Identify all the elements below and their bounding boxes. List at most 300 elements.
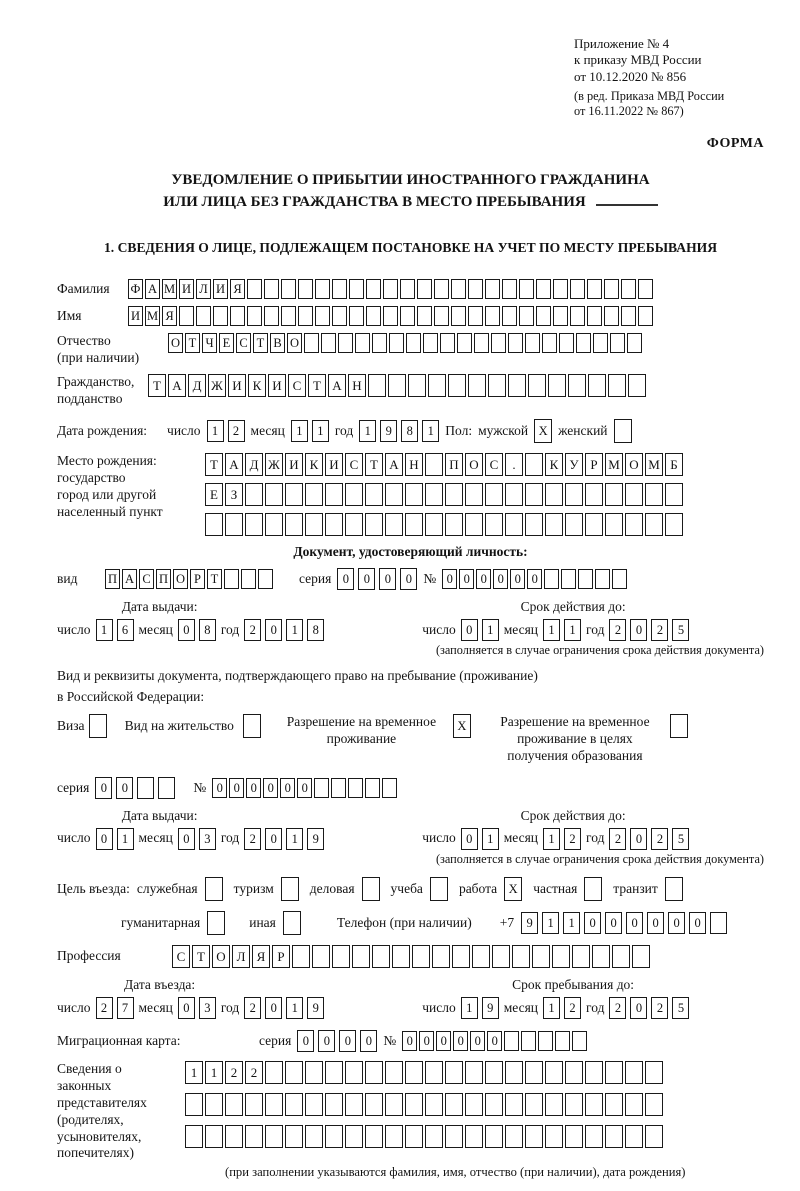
char-box[interactable] bbox=[331, 778, 346, 798]
char-box[interactable]: А bbox=[328, 374, 346, 397]
char-box[interactable]: А bbox=[385, 453, 403, 476]
char-box[interactable]: З bbox=[225, 483, 243, 506]
char-box[interactable]: 0 bbox=[229, 778, 244, 798]
char-box[interactable]: 0 bbox=[360, 1030, 377, 1052]
char-box[interactable] bbox=[355, 333, 370, 353]
char-box[interactable] bbox=[625, 483, 643, 506]
char-box[interactable]: 7 bbox=[117, 997, 134, 1019]
char-box[interactable] bbox=[525, 1093, 543, 1116]
char-box[interactable]: 3 bbox=[199, 828, 216, 850]
char-box[interactable]: Л bbox=[196, 279, 211, 299]
char-box[interactable]: 0 bbox=[510, 569, 525, 589]
char-box[interactable] bbox=[365, 778, 380, 798]
char-box[interactable]: Я bbox=[252, 945, 270, 968]
char-box[interactable] bbox=[405, 483, 423, 506]
char-box[interactable] bbox=[645, 483, 663, 506]
char-box[interactable] bbox=[570, 279, 585, 299]
char-box[interactable] bbox=[425, 513, 443, 536]
char-box[interactable] bbox=[645, 1061, 663, 1084]
char-box[interactable] bbox=[332, 279, 347, 299]
char-box[interactable]: 0 bbox=[246, 778, 261, 798]
char-box[interactable] bbox=[325, 513, 343, 536]
char-box[interactable] bbox=[185, 1093, 203, 1116]
char-box[interactable]: О bbox=[287, 333, 302, 353]
char-box[interactable] bbox=[595, 569, 610, 589]
char-box[interactable] bbox=[285, 513, 303, 536]
char-box[interactable] bbox=[405, 1125, 423, 1148]
char-box[interactable] bbox=[612, 945, 630, 968]
char-box[interactable]: 0 bbox=[470, 1031, 485, 1051]
char-box[interactable] bbox=[559, 333, 574, 353]
char-box[interactable] bbox=[485, 1125, 503, 1148]
char-box[interactable] bbox=[372, 333, 387, 353]
char-box[interactable]: 0 bbox=[95, 777, 112, 799]
char-box[interactable] bbox=[485, 279, 500, 299]
char-box[interactable] bbox=[298, 306, 313, 326]
char-box[interactable]: 0 bbox=[178, 619, 195, 641]
char-box[interactable]: X bbox=[453, 714, 471, 738]
char-box[interactable] bbox=[245, 483, 263, 506]
char-box[interactable]: 2 bbox=[228, 420, 245, 442]
char-box[interactable]: Д bbox=[245, 453, 263, 476]
char-box[interactable] bbox=[425, 483, 443, 506]
char-box[interactable]: И bbox=[325, 453, 343, 476]
char-box[interactable]: Б bbox=[665, 453, 683, 476]
char-box[interactable]: Р bbox=[272, 945, 290, 968]
char-box[interactable]: О bbox=[625, 453, 643, 476]
char-box[interactable] bbox=[645, 513, 663, 536]
char-box[interactable] bbox=[349, 306, 364, 326]
char-box[interactable] bbox=[89, 714, 107, 738]
char-box[interactable]: П bbox=[105, 569, 120, 589]
char-box[interactable] bbox=[638, 306, 653, 326]
char-box[interactable] bbox=[385, 1125, 403, 1148]
char-box[interactable] bbox=[555, 1031, 570, 1051]
char-box[interactable] bbox=[587, 279, 602, 299]
char-box[interactable] bbox=[587, 306, 602, 326]
char-box[interactable]: 0 bbox=[605, 912, 622, 934]
char-box[interactable] bbox=[406, 333, 421, 353]
char-box[interactable]: А bbox=[168, 374, 186, 397]
char-box[interactable] bbox=[385, 513, 403, 536]
char-box[interactable]: 0 bbox=[318, 1030, 335, 1052]
char-box[interactable] bbox=[383, 279, 398, 299]
char-box[interactable] bbox=[325, 1093, 343, 1116]
char-box[interactable] bbox=[283, 911, 301, 935]
char-box[interactable] bbox=[505, 483, 523, 506]
char-box[interactable]: 1 bbox=[482, 619, 499, 641]
char-box[interactable] bbox=[536, 306, 551, 326]
char-box[interactable] bbox=[621, 279, 636, 299]
char-box[interactable]: 1 bbox=[359, 420, 376, 442]
char-box[interactable] bbox=[485, 483, 503, 506]
char-box[interactable] bbox=[525, 453, 543, 476]
char-box[interactable] bbox=[368, 374, 386, 397]
char-box[interactable] bbox=[525, 333, 540, 353]
char-box[interactable] bbox=[345, 513, 363, 536]
char-box[interactable] bbox=[325, 1061, 343, 1084]
char-box[interactable]: 0 bbox=[487, 1031, 502, 1051]
char-box[interactable] bbox=[592, 945, 610, 968]
char-box[interactable]: 0 bbox=[647, 912, 664, 934]
char-box[interactable]: С bbox=[345, 453, 363, 476]
char-box[interactable] bbox=[553, 279, 568, 299]
char-box[interactable] bbox=[400, 279, 415, 299]
char-box[interactable] bbox=[585, 513, 603, 536]
char-box[interactable] bbox=[445, 1093, 463, 1116]
char-box[interactable] bbox=[452, 945, 470, 968]
char-box[interactable] bbox=[593, 333, 608, 353]
char-box[interactable] bbox=[224, 569, 239, 589]
char-box[interactable] bbox=[445, 1061, 463, 1084]
char-box[interactable] bbox=[645, 1093, 663, 1116]
char-box[interactable]: 9 bbox=[307, 997, 324, 1019]
char-box[interactable] bbox=[468, 374, 486, 397]
char-box[interactable] bbox=[465, 1125, 483, 1148]
char-box[interactable] bbox=[512, 945, 530, 968]
char-box[interactable] bbox=[445, 1125, 463, 1148]
char-box[interactable] bbox=[405, 513, 423, 536]
char-box[interactable] bbox=[196, 306, 211, 326]
char-box[interactable] bbox=[538, 1031, 553, 1051]
char-box[interactable] bbox=[245, 1093, 263, 1116]
char-box[interactable] bbox=[565, 1093, 583, 1116]
char-box[interactable]: 1 bbox=[461, 997, 478, 1019]
char-box[interactable] bbox=[382, 778, 397, 798]
char-box[interactable] bbox=[565, 1125, 583, 1148]
char-box[interactable] bbox=[305, 1061, 323, 1084]
char-box[interactable] bbox=[665, 513, 683, 536]
char-box[interactable] bbox=[305, 483, 323, 506]
char-box[interactable] bbox=[265, 1093, 283, 1116]
char-box[interactable]: О bbox=[465, 453, 483, 476]
char-box[interactable]: 2 bbox=[609, 619, 626, 641]
char-box[interactable]: X bbox=[504, 877, 522, 901]
char-box[interactable]: 0 bbox=[630, 828, 647, 850]
char-box[interactable] bbox=[625, 1125, 643, 1148]
char-box[interactable] bbox=[605, 1125, 623, 1148]
char-box[interactable] bbox=[264, 279, 279, 299]
char-box[interactable] bbox=[491, 333, 506, 353]
char-box[interactable]: О bbox=[173, 569, 188, 589]
char-box[interactable]: 2 bbox=[244, 619, 261, 641]
char-box[interactable]: С bbox=[139, 569, 154, 589]
char-box[interactable]: 0 bbox=[493, 569, 508, 589]
char-box[interactable]: И bbox=[285, 453, 303, 476]
char-box[interactable] bbox=[432, 945, 450, 968]
char-box[interactable] bbox=[605, 1061, 623, 1084]
char-box[interactable] bbox=[245, 1125, 263, 1148]
char-box[interactable]: 0 bbox=[461, 828, 478, 850]
char-box[interactable]: 1 bbox=[286, 619, 303, 641]
char-box[interactable]: 1 bbox=[542, 912, 559, 934]
char-box[interactable] bbox=[312, 945, 330, 968]
char-box[interactable] bbox=[372, 945, 390, 968]
char-box[interactable] bbox=[405, 1061, 423, 1084]
char-box[interactable]: Т bbox=[207, 569, 222, 589]
char-box[interactable]: М bbox=[605, 453, 623, 476]
char-box[interactable]: 9 bbox=[521, 912, 538, 934]
char-box[interactable] bbox=[281, 279, 296, 299]
blank-line[interactable] bbox=[596, 194, 658, 206]
char-box[interactable]: И bbox=[179, 279, 194, 299]
char-box[interactable] bbox=[585, 483, 603, 506]
char-box[interactable]: 0 bbox=[265, 997, 282, 1019]
char-box[interactable]: Т bbox=[148, 374, 166, 397]
char-box[interactable]: К bbox=[305, 453, 323, 476]
char-box[interactable] bbox=[608, 374, 626, 397]
char-box[interactable] bbox=[325, 1125, 343, 1148]
char-box[interactable]: 0 bbox=[337, 568, 354, 590]
char-box[interactable]: А bbox=[225, 453, 243, 476]
char-box[interactable] bbox=[158, 777, 175, 799]
char-box[interactable] bbox=[423, 333, 438, 353]
char-box[interactable] bbox=[502, 279, 517, 299]
char-box[interactable]: 5 bbox=[672, 619, 689, 641]
char-box[interactable]: А bbox=[145, 279, 160, 299]
char-box[interactable] bbox=[281, 877, 299, 901]
char-box[interactable]: С bbox=[288, 374, 306, 397]
char-box[interactable]: И bbox=[228, 374, 246, 397]
char-box[interactable]: Р bbox=[190, 569, 205, 589]
char-box[interactable] bbox=[585, 1061, 603, 1084]
char-box[interactable]: 1 bbox=[286, 828, 303, 850]
char-box[interactable] bbox=[281, 306, 296, 326]
char-box[interactable] bbox=[305, 513, 323, 536]
char-box[interactable]: 0 bbox=[461, 619, 478, 641]
char-box[interactable]: Д bbox=[188, 374, 206, 397]
char-box[interactable] bbox=[553, 306, 568, 326]
char-box[interactable] bbox=[314, 778, 329, 798]
char-box[interactable] bbox=[264, 306, 279, 326]
char-box[interactable]: 2 bbox=[651, 619, 668, 641]
char-box[interactable]: 8 bbox=[199, 619, 216, 641]
char-box[interactable]: 0 bbox=[402, 1031, 417, 1051]
char-box[interactable] bbox=[604, 279, 619, 299]
char-box[interactable] bbox=[572, 945, 590, 968]
char-box[interactable]: . bbox=[505, 453, 523, 476]
char-box[interactable] bbox=[505, 1093, 523, 1116]
char-box[interactable] bbox=[385, 1093, 403, 1116]
char-box[interactable]: Т bbox=[308, 374, 326, 397]
char-box[interactable] bbox=[285, 1061, 303, 1084]
char-box[interactable] bbox=[448, 374, 466, 397]
char-box[interactable] bbox=[565, 1061, 583, 1084]
char-box[interactable] bbox=[628, 374, 646, 397]
char-box[interactable] bbox=[627, 333, 642, 353]
char-box[interactable]: 0 bbox=[453, 1031, 468, 1051]
char-box[interactable]: 0 bbox=[212, 778, 227, 798]
char-box[interactable] bbox=[605, 1093, 623, 1116]
char-box[interactable]: 1 bbox=[312, 420, 329, 442]
char-box[interactable]: 2 bbox=[564, 828, 581, 850]
char-box[interactable]: 2 bbox=[225, 1061, 243, 1084]
char-box[interactable] bbox=[247, 279, 262, 299]
char-box[interactable] bbox=[315, 279, 330, 299]
char-box[interactable] bbox=[625, 1061, 643, 1084]
char-box[interactable] bbox=[365, 1093, 383, 1116]
char-box[interactable]: 1 bbox=[207, 420, 224, 442]
char-box[interactable] bbox=[285, 1093, 303, 1116]
char-box[interactable] bbox=[588, 374, 606, 397]
char-box[interactable] bbox=[465, 1061, 483, 1084]
char-box[interactable] bbox=[348, 778, 363, 798]
char-box[interactable] bbox=[205, 1125, 223, 1148]
char-box[interactable] bbox=[241, 569, 256, 589]
char-box[interactable] bbox=[576, 333, 591, 353]
char-box[interactable] bbox=[352, 945, 370, 968]
char-box[interactable] bbox=[400, 306, 415, 326]
char-box[interactable]: 0 bbox=[358, 568, 375, 590]
char-box[interactable] bbox=[365, 483, 383, 506]
char-box[interactable] bbox=[205, 1093, 223, 1116]
char-box[interactable] bbox=[665, 483, 683, 506]
char-box[interactable]: К bbox=[248, 374, 266, 397]
char-box[interactable] bbox=[445, 483, 463, 506]
char-box[interactable] bbox=[258, 569, 273, 589]
char-box[interactable] bbox=[321, 333, 336, 353]
char-box[interactable]: 1 bbox=[543, 828, 560, 850]
char-box[interactable] bbox=[392, 945, 410, 968]
char-box[interactable] bbox=[383, 306, 398, 326]
char-box[interactable] bbox=[584, 877, 602, 901]
char-box[interactable]: 3 bbox=[199, 997, 216, 1019]
char-box[interactable]: М bbox=[162, 279, 177, 299]
char-box[interactable] bbox=[545, 513, 563, 536]
char-box[interactable] bbox=[445, 513, 463, 536]
char-box[interactable] bbox=[505, 1125, 523, 1148]
char-box[interactable] bbox=[585, 1093, 603, 1116]
char-box[interactable] bbox=[245, 513, 263, 536]
char-box[interactable]: 0 bbox=[442, 569, 457, 589]
char-box[interactable]: 8 bbox=[307, 619, 324, 641]
char-box[interactable]: 1 bbox=[564, 619, 581, 641]
char-box[interactable] bbox=[492, 945, 510, 968]
char-box[interactable] bbox=[504, 1031, 519, 1051]
char-box[interactable]: К bbox=[545, 453, 563, 476]
char-box[interactable] bbox=[621, 306, 636, 326]
char-box[interactable] bbox=[425, 1061, 443, 1084]
char-box[interactable] bbox=[434, 306, 449, 326]
char-box[interactable]: Р bbox=[585, 453, 603, 476]
char-box[interactable]: 0 bbox=[339, 1030, 356, 1052]
char-box[interactable] bbox=[572, 1031, 587, 1051]
char-box[interactable] bbox=[362, 877, 380, 901]
char-box[interactable]: 0 bbox=[689, 912, 706, 934]
char-box[interactable] bbox=[548, 374, 566, 397]
char-box[interactable] bbox=[638, 279, 653, 299]
char-box[interactable] bbox=[542, 333, 557, 353]
char-box[interactable]: 2 bbox=[564, 997, 581, 1019]
char-box[interactable] bbox=[525, 1061, 543, 1084]
char-box[interactable]: 0 bbox=[584, 912, 601, 934]
char-box[interactable] bbox=[645, 1125, 663, 1148]
char-box[interactable] bbox=[670, 714, 688, 738]
char-box[interactable] bbox=[561, 569, 576, 589]
char-box[interactable]: 1 bbox=[291, 420, 308, 442]
char-box[interactable] bbox=[417, 306, 432, 326]
char-box[interactable] bbox=[365, 513, 383, 536]
char-box[interactable] bbox=[545, 1061, 563, 1084]
char-box[interactable]: 0 bbox=[265, 828, 282, 850]
char-box[interactable]: 1 bbox=[482, 828, 499, 850]
char-box[interactable] bbox=[389, 333, 404, 353]
char-box[interactable] bbox=[205, 877, 223, 901]
char-box[interactable]: 0 bbox=[178, 997, 195, 1019]
char-box[interactable] bbox=[412, 945, 430, 968]
char-box[interactable]: 0 bbox=[436, 1031, 451, 1051]
char-box[interactable] bbox=[614, 419, 632, 443]
char-box[interactable]: 0 bbox=[419, 1031, 434, 1051]
char-box[interactable] bbox=[485, 1093, 503, 1116]
char-box[interactable] bbox=[213, 306, 228, 326]
char-box[interactable]: В bbox=[270, 333, 285, 353]
char-box[interactable] bbox=[265, 483, 283, 506]
char-box[interactable] bbox=[265, 1125, 283, 1148]
char-box[interactable] bbox=[225, 513, 243, 536]
char-box[interactable]: И bbox=[128, 306, 143, 326]
char-box[interactable]: 0 bbox=[626, 912, 643, 934]
char-box[interactable]: 0 bbox=[265, 619, 282, 641]
char-box[interactable]: 9 bbox=[380, 420, 397, 442]
char-box[interactable]: 0 bbox=[96, 828, 113, 850]
char-box[interactable] bbox=[425, 1093, 443, 1116]
char-box[interactable]: 2 bbox=[96, 997, 113, 1019]
char-box[interactable] bbox=[345, 1125, 363, 1148]
char-box[interactable] bbox=[137, 777, 154, 799]
char-box[interactable] bbox=[532, 945, 550, 968]
char-box[interactable] bbox=[292, 945, 310, 968]
char-box[interactable]: 2 bbox=[244, 997, 261, 1019]
char-box[interactable] bbox=[243, 714, 261, 738]
char-box[interactable] bbox=[185, 1125, 203, 1148]
char-box[interactable]: С bbox=[172, 945, 190, 968]
char-box[interactable]: С bbox=[485, 453, 503, 476]
char-box[interactable] bbox=[298, 279, 313, 299]
char-box[interactable] bbox=[265, 513, 283, 536]
char-box[interactable] bbox=[408, 374, 426, 397]
char-box[interactable]: Л bbox=[232, 945, 250, 968]
char-box[interactable]: П bbox=[156, 569, 171, 589]
char-box[interactable]: 0 bbox=[527, 569, 542, 589]
char-box[interactable] bbox=[345, 1093, 363, 1116]
char-box[interactable] bbox=[304, 333, 319, 353]
char-box[interactable] bbox=[388, 374, 406, 397]
char-box[interactable]: X bbox=[534, 419, 552, 443]
char-box[interactable] bbox=[428, 374, 446, 397]
char-box[interactable] bbox=[365, 1125, 383, 1148]
char-box[interactable]: 0 bbox=[297, 778, 312, 798]
char-box[interactable] bbox=[625, 513, 643, 536]
char-box[interactable] bbox=[605, 483, 623, 506]
char-box[interactable]: 2 bbox=[245, 1061, 263, 1084]
char-box[interactable]: М bbox=[645, 453, 663, 476]
char-box[interactable] bbox=[425, 453, 443, 476]
char-box[interactable] bbox=[632, 945, 650, 968]
char-box[interactable]: Т bbox=[185, 333, 200, 353]
char-box[interactable]: Ф bbox=[128, 279, 143, 299]
char-box[interactable] bbox=[488, 374, 506, 397]
char-box[interactable] bbox=[505, 513, 523, 536]
char-box[interactable]: 2 bbox=[609, 828, 626, 850]
char-box[interactable]: 0 bbox=[630, 997, 647, 1019]
char-box[interactable]: Я bbox=[230, 279, 245, 299]
char-box[interactable] bbox=[345, 483, 363, 506]
char-box[interactable]: 0 bbox=[400, 568, 417, 590]
char-box[interactable] bbox=[366, 306, 381, 326]
char-box[interactable] bbox=[230, 306, 245, 326]
char-box[interactable] bbox=[338, 333, 353, 353]
